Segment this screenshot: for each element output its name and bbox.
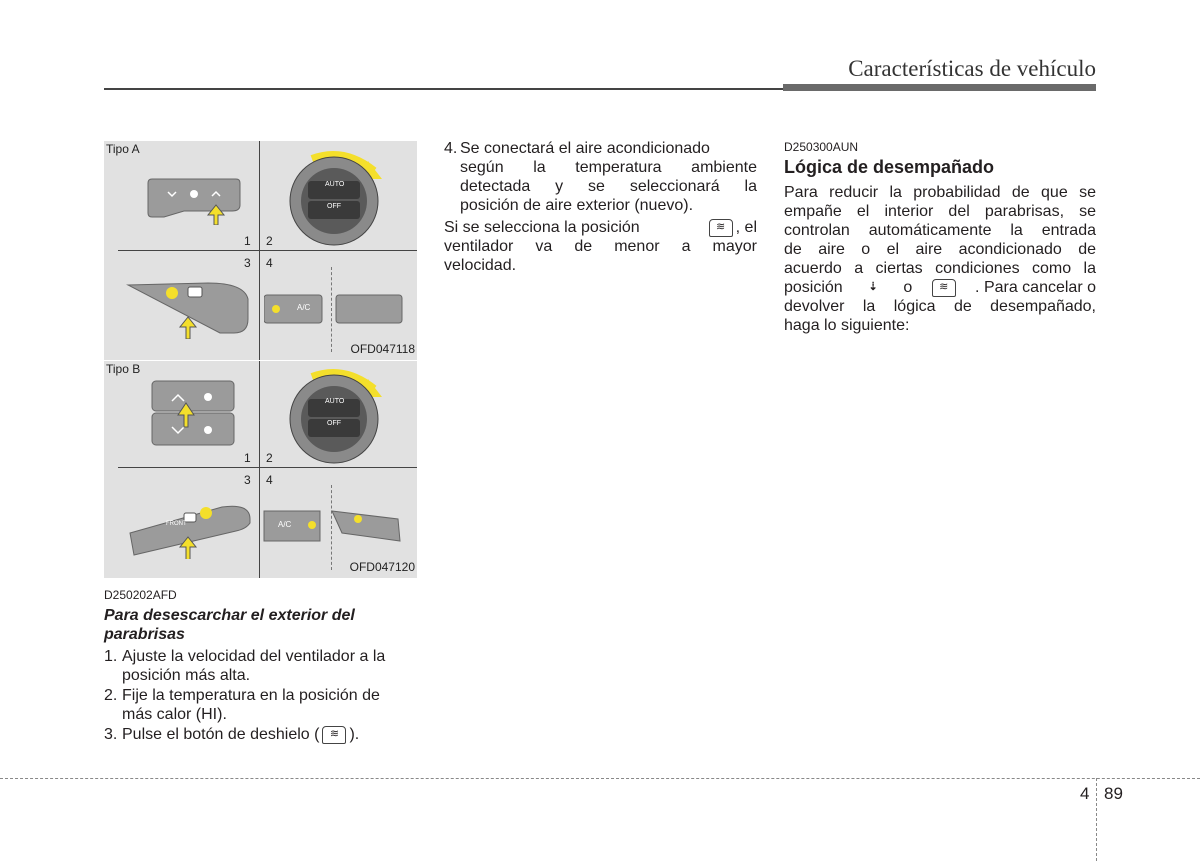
figure-number-1: 1 [244, 451, 251, 465]
ac-button-illustration [264, 293, 414, 327]
auto-label: AUTO [325, 398, 345, 405]
figure-tipo-a [104, 141, 417, 360]
figure-number-2: 2 [266, 234, 273, 248]
section-code: D250202AFD [104, 588, 177, 602]
ac-label: A/C [297, 303, 311, 312]
figure-label: Tipo A [106, 142, 140, 156]
figure-divider-horizontal [118, 250, 417, 251]
heading-line: parabrisas [104, 626, 185, 643]
defrost-button-illustration [124, 279, 254, 339]
header-rule-accent [783, 84, 1096, 91]
page-number: 89 [1104, 784, 1123, 803]
fan-speed-control-illustration [144, 175, 244, 225]
front-label: FRONT [166, 521, 187, 527]
section-heading: Lógica de desempañado [784, 157, 995, 177]
paragraph: Si se selecciona la posición ≋ , el ventilador va de menor a mayor velocidad. [444, 219, 757, 274]
figure-number-4: 4 [266, 473, 273, 487]
figure-number-3: 3 [244, 256, 251, 270]
front-defrost-button-illustration [126, 499, 254, 559]
figure-tipo-b [104, 361, 417, 578]
footer-divider [1096, 778, 1097, 861]
auto-knob-illustration [284, 367, 384, 465]
figure-number-1: 1 [244, 234, 251, 248]
list-item: 4. Se conectará el aire acondicionado según la temperatura ambiente detectada y se seleccionará la posición de aire exterior (nuevo). [444, 140, 757, 214]
defrost-icon: ≋ [932, 279, 956, 297]
off-label: OFF [327, 203, 341, 210]
defogging-logic-paragraph: Para reducir la probabilidad de que se empañe el interior del parabrisas, se controlan automáticamente la entrada de aire o el aire acondicionado de acuerdo a ciertas condiciones como la posición ⇣ o ≋ . Para cancelar o devolver la lógica de desempañado, haga lo siguiente: [784, 184, 1096, 334]
off-label: OFF [327, 420, 341, 427]
figure-number-4: 4 [266, 256, 273, 270]
list-item: 3. Pulse el botón de deshielo ( ≋ ). [104, 726, 360, 743]
auto-knob-illustration [284, 149, 384, 247]
figure-code: OFD047118 [350, 342, 415, 356]
list-item: 1. Ajuste la velocidad del ventilador a la posición más alta. [104, 648, 386, 684]
heading-line: Para desescarchar el exterior del [104, 607, 355, 624]
section-heading [104, 606, 355, 644]
ac-label: A/C [278, 520, 292, 529]
page-header-title: Características de vehículo [848, 56, 1096, 81]
auto-label: AUTO [325, 181, 345, 188]
figure-label: Tipo B [106, 362, 141, 376]
figure-code: OFD047120 [349, 560, 415, 574]
defrost-icon: ≋ [322, 726, 346, 744]
figure-divider-vertical [259, 361, 260, 578]
chapter-number: 4 [1080, 784, 1090, 803]
section-code: D250300AUN [784, 140, 859, 154]
defrost-steps-list [104, 647, 417, 744]
fan-speed-control-illustration [148, 377, 238, 451]
figure-number-2: 2 [266, 451, 273, 465]
figure-divider-horizontal [118, 467, 417, 468]
footer-rule [0, 778, 1200, 779]
figure-number-3: 3 [244, 473, 251, 487]
list-item: 2. Fije la temperatura en la posición de más calor (HI). [104, 687, 380, 723]
floor-defrost-icon: ⇣ [868, 280, 878, 293]
defrost-icon: ≋ [709, 219, 733, 237]
middle-column [444, 139, 757, 275]
